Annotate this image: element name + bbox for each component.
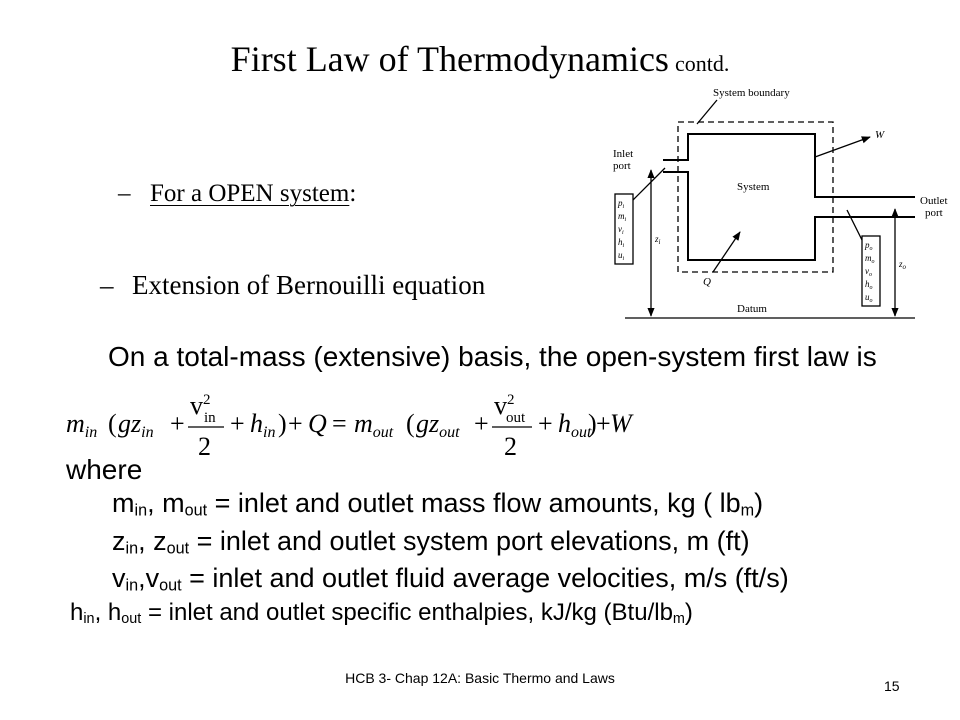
bullet-open-system (118, 180, 356, 208)
eq-plus: + (288, 409, 303, 438)
boundary-leader (697, 100, 717, 124)
inlet-prop: $u_i$ (618, 250, 625, 262)
datum-label: Datum (737, 303, 767, 315)
outlet-port-label: Outlet port (920, 195, 948, 219)
eq-two: 2 (198, 432, 211, 461)
heat-arrow (713, 232, 740, 272)
where-label: where (66, 454, 143, 485)
outlet-prop: $u_o$ (865, 292, 873, 304)
eq-plus: + (170, 409, 185, 438)
outlet-prop: $v_o$ (865, 266, 872, 278)
work-label: W (875, 129, 885, 141)
title-main: First Law of Thermodynamics (230, 39, 669, 79)
eq-v-out-sub: out (506, 410, 526, 426)
page-number: 15 (884, 678, 900, 694)
eq-v-out-sq: $v^2$ (494, 391, 515, 420)
bullet-text: Extension of Bernouilli equation (132, 270, 486, 300)
slide-title (0, 38, 960, 80)
open-system-diagram (585, 82, 960, 332)
eq-h-in: hin (250, 409, 276, 441)
outlet-prop: $m_o$ (865, 253, 875, 265)
outlet-prop: $h_o$ (865, 279, 873, 291)
inlet-leader (633, 168, 665, 200)
system-label: System (737, 181, 770, 193)
system-boundary-label: System boundary (713, 87, 790, 99)
intro-text: On a total-mass (extensive) basis, the open-system first law is (108, 341, 877, 372)
eq-Q: Q (308, 409, 327, 438)
bullet-bernouilli (100, 270, 485, 301)
eq-v-in-sq: $v^2$ (190, 391, 211, 420)
definition-elevation: $z_{in}$, $z_{out}$ = inlet and outlet system port elevations, m (ft) (112, 526, 750, 558)
footer-text: HCB 3- Chap 12A: Basic Thermo and Laws (345, 670, 615, 686)
definition-mass: $m_{in}$, $m_{out}$ = inlet and outlet mass flow amounts, kg ( $lb_m$) (112, 488, 764, 520)
eq-plus: + (538, 409, 553, 438)
eq-two: 2 (504, 432, 517, 461)
inlet-port-label: Inlet port (613, 148, 634, 172)
eq-equals: = (332, 409, 347, 438)
inlet-prop: $m_i$ (618, 211, 627, 223)
first-law-equation (66, 388, 632, 461)
eq-close-paren: ) (278, 409, 287, 438)
eq-gz-in: gzin (118, 409, 154, 441)
eq-open-paren: ( (108, 409, 117, 438)
title-suffix: contd. (674, 51, 730, 76)
eq-plus: + (230, 409, 245, 438)
eq-v-in-sub: in (204, 410, 216, 426)
system-boundary (678, 122, 833, 272)
definition-enthalpy: $h_{in}$, $h_{out}$ = inlet and outlet specific enthalpies, kJ/kg $(Btu/lb_m)$ (70, 599, 693, 628)
inlet-prop: $v_i$ (618, 224, 624, 236)
work-arrow (815, 137, 870, 157)
eq-gz-out: gzout (416, 409, 460, 441)
eq-W: W (610, 409, 632, 438)
bullet-text: For a OPEN system (150, 180, 350, 207)
definition-velocity: $v_{in},v_{out}$ = inlet and outlet fluid average velocities, m/s (ft/s) (112, 563, 789, 595)
inlet-prop: $h_i$ (618, 237, 625, 249)
outlet-leader (847, 210, 862, 240)
eq-plus: + (596, 409, 611, 438)
eq-m-in: min (66, 409, 98, 441)
vessel-outline (663, 134, 915, 260)
inlet-prop: $p_i$ (618, 198, 625, 210)
eq-close-paren: ) (588, 409, 597, 438)
bullet-colon: : (349, 180, 357, 207)
eq-open-paren: ( (406, 409, 415, 438)
eq-h-out: hout (558, 409, 592, 441)
bullet-dash: – (118, 180, 131, 207)
eq-plus: + (474, 409, 489, 438)
heat-label: Q (703, 276, 711, 288)
bullet-dash: – (100, 270, 114, 300)
outlet-prop: $p_o$ (865, 240, 873, 252)
zi-label: $z_i$ (655, 234, 661, 246)
zo-label: $z_o$ (899, 259, 907, 271)
eq-m-out: mout (354, 409, 394, 441)
